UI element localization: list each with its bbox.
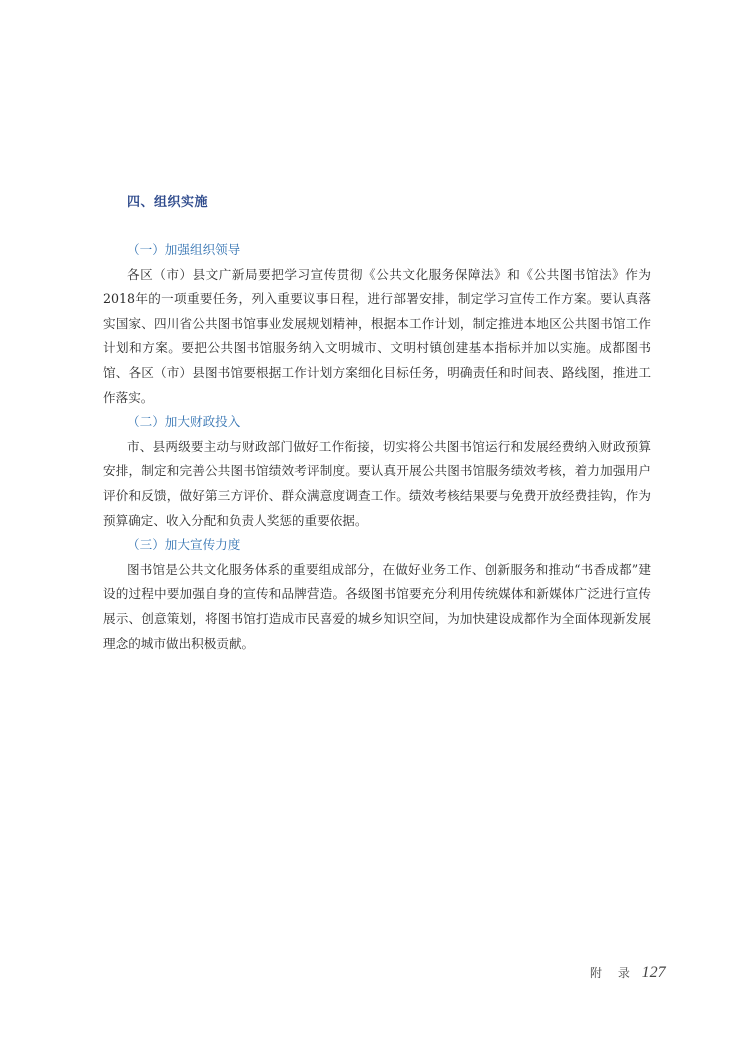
subsection-heading-2: （二）加大财政投入: [127, 414, 241, 430]
subsection-heading-1: （一）加强组织领导: [127, 242, 241, 257]
subsection-paragraph-1: 各区（市）县文广新局要把学习宣传贯彻《公共文化服务保障法》和《公共图书馆法》作为2018年的一项重要任务，列入重要议事日程，进行部署安排，制定学习宣传工作方案。要认真落实国家、四川省公共图书馆事业发展规划精神，根据本工作计划，制定推进本地区公共图书馆工作计划和方案。要把公共图书馆服务纳入文明城市、文明村镇创建基本指标并加以实施。成都图书馆、各区（市）县图书馆要根据工作计划方案细化目标任务，明确责任和时间表、路线图，推进工作落实。: [103, 266, 651, 405]
section-title: 四、组织实施: [127, 195, 209, 210]
subsection-paragraph-2: 市、县两级要主动与财政部门做好工作衔接，切实将公共图书馆运行和发展经费纳入财政预算安排，制定和完善公共图书馆绩效考评制度。要认真开展公共图书馆服务绩效考核，着力加强用户评价和反馈，做好第三方评价、群众满意度调查工作。绩效考核结果要与免费开放经费挂钩，作为预算确定、收入分配和负责人奖惩的重要依据。: [103, 438, 651, 528]
page-number: 127: [641, 964, 666, 981]
subsection-heading-3: （三）加大宣传力度: [127, 537, 241, 553]
footer-label: 附 录: [590, 966, 636, 980]
section-content: [103, 238, 651, 656]
subsection-paragraph-3: 图书馆是公共文化服务体系的重要组成部分，在做好业务工作、创新服务和推动“书香成都”建设的过程中要加强自身的宣传和品牌营造。各级图书馆要充分利用传统媒体和新媒体广泛进行宣传展示、创意策划，将图书馆打造成市民喜爱的城乡知识空间，为加快建设成都作为全面体现新发展理念的城市做出积极贡献。: [103, 561, 651, 651]
page-footer: [590, 964, 666, 982]
